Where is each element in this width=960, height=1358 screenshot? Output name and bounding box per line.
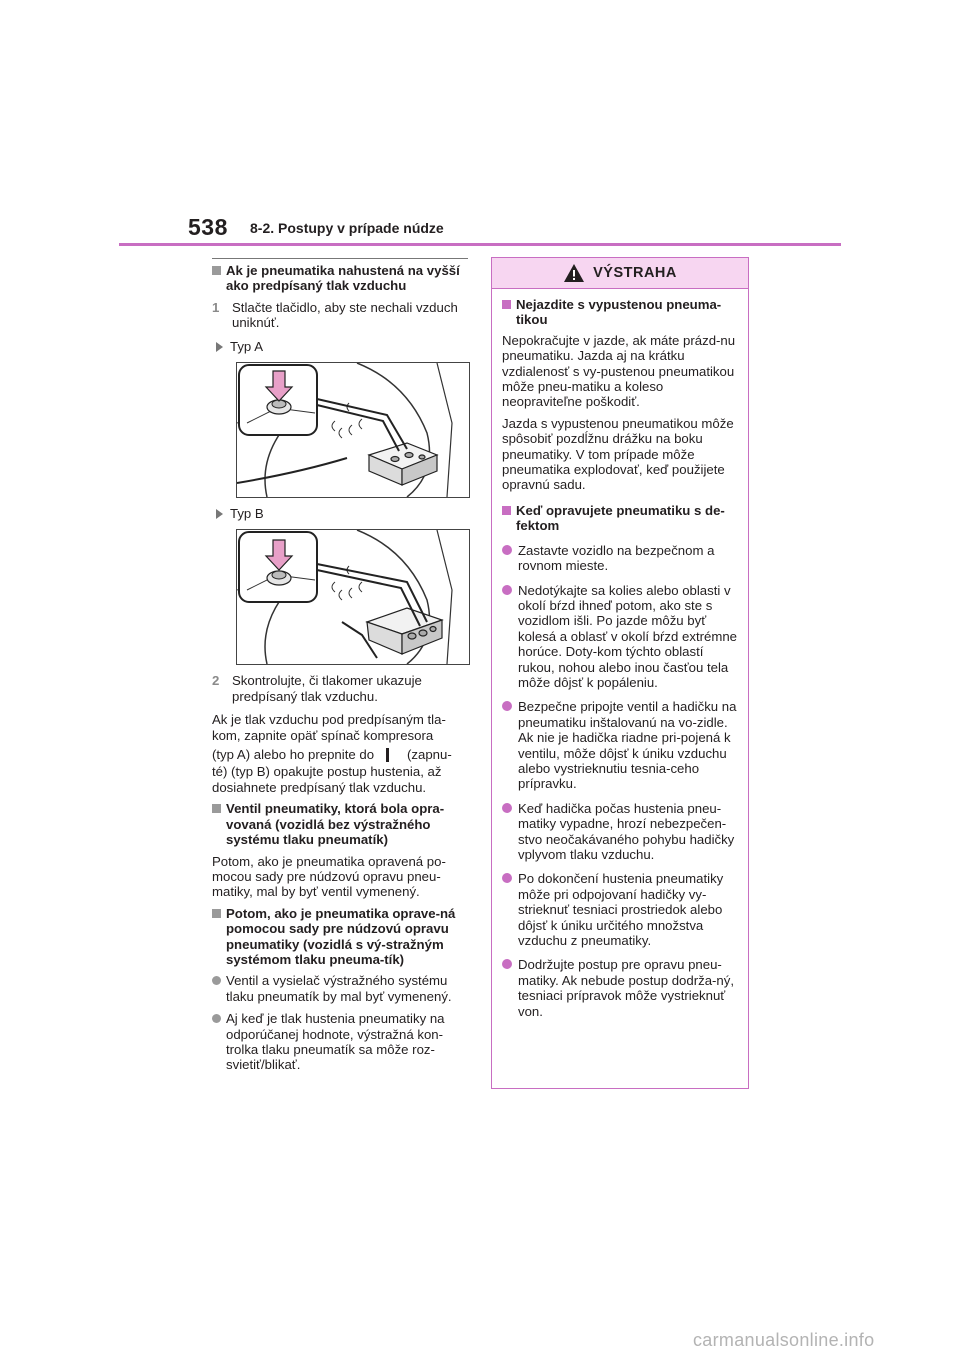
warning-triangle-icon [563, 263, 585, 283]
warning-list-item: Dodržujte postup pre opravu pneu-matiky. Ak nebude postup dodrža-ný, tesniaci prípravok môže vystriekn​uť von. [502, 957, 740, 1019]
type-b-label: Typ B [214, 506, 470, 521]
warning-list-item: Zastavte vozidlo na bezpečnom a rovnom mieste. [502, 543, 740, 574]
step-number: 1 [212, 299, 220, 315]
paragraph-switch-line [212, 747, 470, 762]
figure-type-b [236, 529, 470, 665]
paragraph-text: (zapnu- [407, 747, 452, 763]
warning-list-item: Bezpečne pripojte ventil a hadičku na pneumatiku inštalovanú na vo-zidle. Ak nie je hadička riadne pri-pojená k ventilu, môže dôjsť k úniku vzduchu alebo vystrieknutiu tesnia-ceho prípravku. [502, 699, 740, 791]
figure-type-a [236, 362, 470, 498]
warning-list-item: Nedotýkajte sa kolies alebo oblasti v okolí bŕzd ihneď potom, ako ste s vozidlom išli. Po jazde môžu byť kolesá a oblasť v okolí bŕzd extrémne horúce. Doty-kom týchto oblastí rukou, nohou alebo inou časťou tela môže dôjsť k popáleniu. [502, 583, 740, 691]
heading-valve-with-tpms: Potom, ako je pneumatika oprave-ná pomocou sady pre núdzovú opravu pneumatiky (vozidlá s vý-stražným systémom tlaku pneuma-tík) [212, 906, 470, 968]
warning-box [491, 257, 749, 1089]
list-item: Aj keď je tlak hustenia pneumatiky na odporúčanej hodnote, výstražná kon-trolka tlaku pneumatík sa môže roz-svietiť/blikať. [212, 1011, 470, 1073]
section-title: 8-2. Postupy v prípade núdze [250, 220, 444, 236]
watermark-link[interactable]: carmanualsonline.info [693, 1330, 875, 1350]
warning-header [492, 258, 748, 289]
warning-body [492, 289, 748, 1019]
paragraph-continued: té) (typ B) opakujte postup hustenia, až dosiahnete predpísaný tlak vzduchu. [212, 764, 442, 795]
paragraph-valve: Potom, ako je pneumatika opravená po-mocou sady pre núdzovú opravu pneu-matiky, mal by byť ventil vymenený. [212, 853, 446, 900]
warning-list-item: Keď hadička počas hustenia pneu-matiky vypadne, hrozí nebezpečen-stvo neočakávaného pohybu hadičky vplyvom tlaku vzduchu. [502, 801, 740, 863]
header-rule [119, 243, 841, 246]
step-number: 2 [212, 673, 220, 689]
heading-valve-without-tpms: Ventil pneumatiky, ktorá bola opra-vovaná (vozidlá bez výstražného systému tlaku pneumatík) [212, 801, 470, 847]
warning-heading-repair: Keď opravujete pneumatiku s de-fektom [502, 503, 740, 534]
left-column [212, 258, 470, 1080]
warning-text: Jazda s vypustenou pneumatikou môže spôsobiť pozdĺžnu drážku na boku pneumatiky. V tom prípade môže pneumatika explodovať, keď použijete opravnú sadu. [502, 415, 734, 493]
top-divider [212, 258, 468, 259]
list-item: Ventil a vysielač výstražného systému tlaku pneumatík by mal byť vymenený. [212, 973, 470, 1004]
heading-overinflated: Ak je pneumatika nahustená na vyšší ako predpísaný tlak vzduchu [212, 263, 470, 294]
paragraph-underinflated: Ak je tlak vzduchu pod predpísaným tla-kom, zapnite opäť spínač kompresora [212, 712, 446, 743]
warning-text: Nepokračujte v jazde, ak máte prázd-nu pneumatiku. Jazda aj na krátku vzdialenosť s vy-pustenou pneumatikou môže pneu-matiku a koleso neopraviteľne poškodiť. [502, 332, 736, 410]
warning-heading-deflated: Nejazdite s vypustenou pneuma-tikou [502, 297, 740, 328]
switch-on-icon [386, 748, 389, 762]
warning-title: VÝSTRAHA [593, 265, 677, 281]
step-1 [212, 300, 470, 331]
type-a-label: Typ A [214, 339, 470, 354]
step-text: Skontrolujte, či tlakomer ukazuje predpísaný tlak vzduchu. [232, 673, 422, 704]
page-number: 538 [188, 214, 228, 240]
warning-list-item: Po dokončení hustenia pneumatiky môže pri odpojovaní hadičky vy-strieknuť tesniaci prostriedok alebo dôjsť k úniku určitého množstva vzduchu z pneumatiky. [502, 871, 740, 948]
step-text: Stlačte tlačidlo, aby ste nechali vzduch uniknúť. [232, 299, 458, 331]
paragraph-text: (typ A) alebo ho prepnite do [212, 747, 375, 763]
step-2 [212, 673, 470, 704]
